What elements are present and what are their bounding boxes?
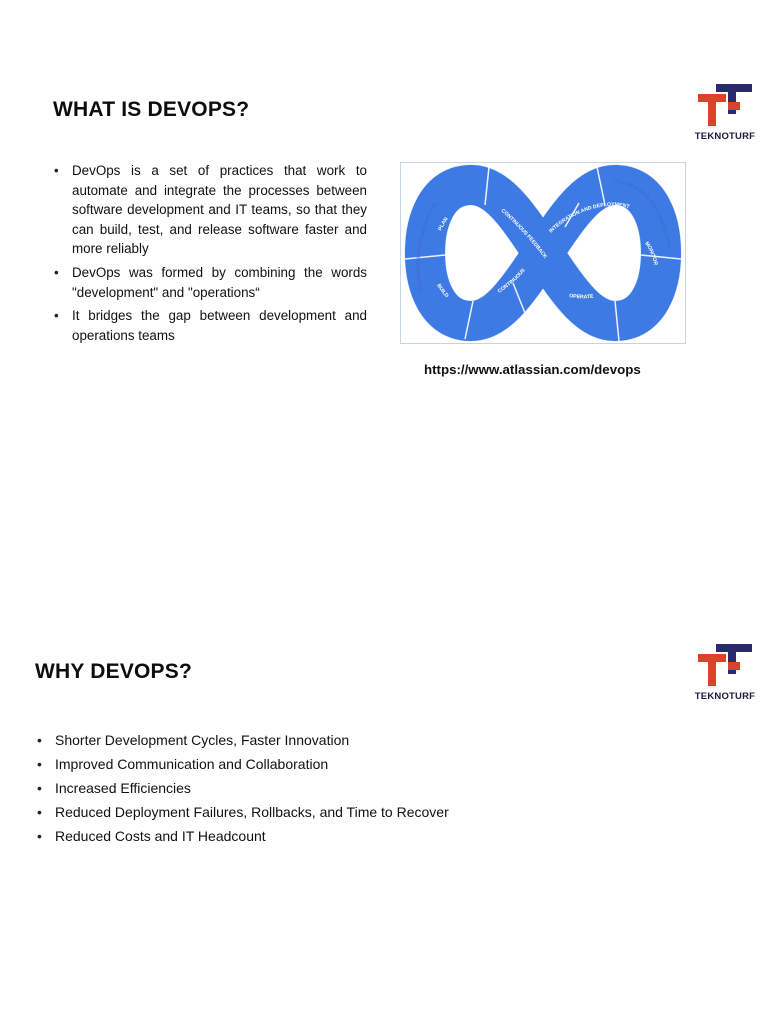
segment-label-operate: OPERATE — [568, 293, 594, 301]
segment-label-build: BUILD — [435, 282, 450, 300]
slide-why-devops — [0, 512, 768, 1024]
bullet-item: • Shorter Development Cycles, Faster Innovation — [37, 728, 557, 752]
segment-label-plan: PLAN — [437, 216, 450, 232]
logo-text: TEKNOTURF — [694, 131, 756, 142]
segment-label-monitor: MONITOR — [643, 240, 659, 266]
slide-title: WHAT IS DEVOPS? — [53, 98, 250, 121]
bullet-item: • Reduced Deployment Failures, Rollbacks, and Time to Recover — [37, 800, 557, 824]
bullet-item: • Increased Efficiencies — [37, 776, 557, 800]
teknoturf-logo — [694, 640, 756, 704]
outer-label-collab-left: COLLABORATION AND COMMUNICATION — [415, 201, 438, 295]
segment-label-continuous: CONTINUOUS — [496, 267, 527, 295]
teknoturf-logo — [694, 80, 756, 144]
figure-source-caption: https://www.atlassian.com/devops — [424, 362, 641, 377]
bullet-list — [54, 161, 367, 349]
slide-title: WHY DEVOPS? — [35, 660, 193, 683]
logo-mark-icon — [694, 80, 756, 130]
segment-label-integration-deployment: INTEGRATION AND DEPLOYMENT — [548, 201, 631, 235]
logo-mark-icon — [694, 640, 756, 690]
devops-infinity-diagram — [400, 162, 686, 344]
bullet-item: • DevOps was formed by combining the words "development" and "operations“ — [54, 263, 367, 302]
bullet-item: • It bridges the gap between development and operations teams — [54, 306, 367, 345]
bullet-item: • Reduced Costs and IT Headcount — [37, 824, 557, 848]
bullet-item: • Improved Communication and Collaboration — [37, 752, 557, 776]
outer-label-collab-right: COLLABORATION AND COMMUNICATION — [612, 178, 672, 248]
logo-text: TEKNOTURF — [694, 691, 756, 702]
bullet-item: • DevOps is a set of practices that work to automate and integrate the processes between software development and IT teams, so that they can build, test, and release software faster and more reliably — [54, 161, 367, 259]
bullet-list — [37, 728, 557, 848]
segment-label-continuous-feedback: CONTINUOUS FEEDBACK — [499, 208, 549, 260]
